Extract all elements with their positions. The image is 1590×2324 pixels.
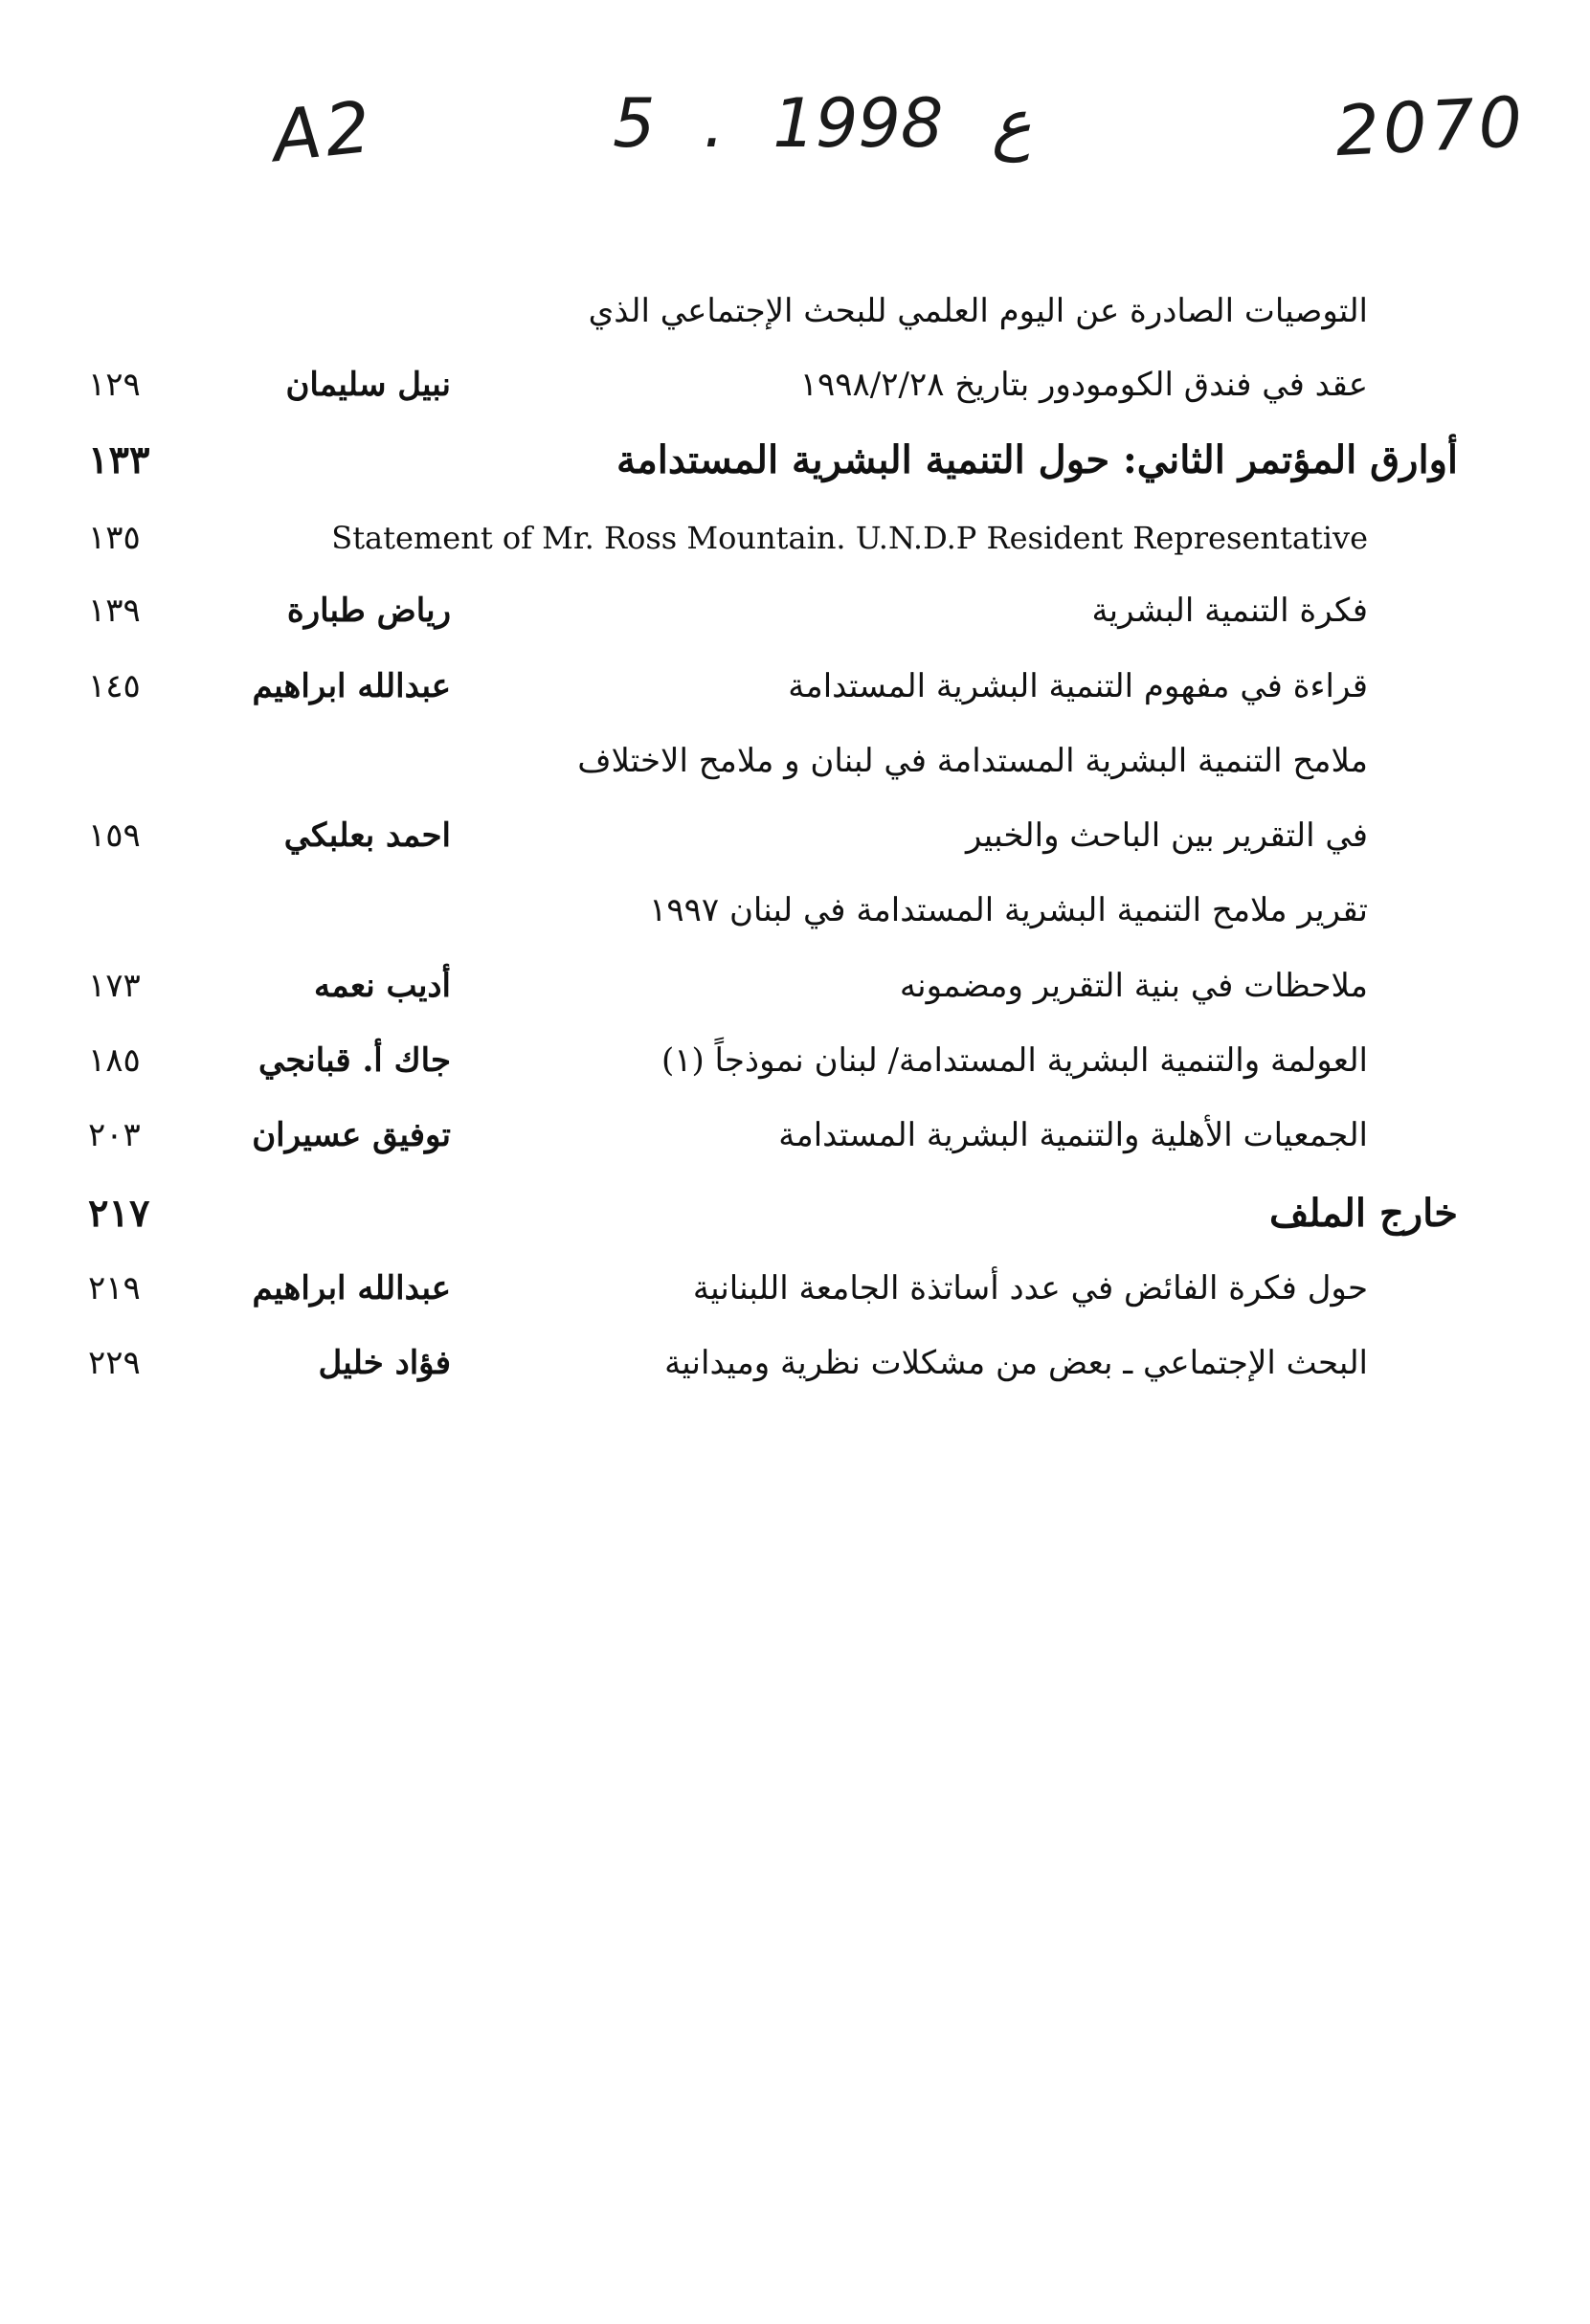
entry-author: أديب نعمه [313, 967, 451, 1005]
entry-title: ملامح التنمية البشرية المستدامة في لبنان و ملامح الاختلاف [577, 742, 1368, 780]
entry-page: ١٤٥ [88, 667, 141, 705]
toc-section-heading [0, 1180, 1590, 1247]
entry-page: ١٣٥ [88, 519, 141, 557]
toc-entry [0, 278, 1590, 345]
section-title: خارج الملف [1268, 1191, 1458, 1236]
entry-author: عبدالله ابراهيم [252, 1269, 451, 1307]
section-page: ١٣٣ [88, 437, 150, 482]
entry-title: حول فكرة الفائض في عدد أساتذة الجامعة اللبنانية [692, 1269, 1368, 1307]
entry-page: ٢٢٩ [88, 1344, 141, 1382]
entry-page: ١٨٥ [88, 1041, 141, 1080]
toc-entry [0, 577, 1590, 644]
entry-title: العولمة والتنمية البشرية المستدامة/ لبنان نموذجاً (١) [661, 1041, 1368, 1080]
entry-author: احمد بعلبكي [283, 816, 451, 855]
entry-page: ٢٠٣ [88, 1116, 141, 1154]
toc-entry [0, 1330, 1590, 1397]
entry-page: ٢١٩ [88, 1269, 141, 1307]
handwritten-annotation-left: A2 [268, 85, 378, 179]
entry-title: في التقرير بين الباحث والخبير [966, 816, 1368, 855]
entry-title: الجمعيات الأهلية والتنمية البشرية المستدامة [778, 1116, 1368, 1154]
toc-entry [0, 653, 1590, 720]
handwritten-annotation-date: 5 . ع 1998 [613, 84, 1032, 163]
toc-entry [0, 727, 1590, 794]
section-title: أوارق المؤتمر الثاني: حول التنمية البشرية المستدامة [616, 437, 1458, 482]
toc-entry [0, 1027, 1590, 1094]
entry-page: ١٥٩ [88, 816, 141, 855]
entry-title: عقد في فندق الكومودور بتاريخ ١٩٩٨/٢/٢٨ [799, 366, 1368, 404]
entry-title: قراءة في مفهوم التنمية البشرية المستدامة [788, 667, 1368, 705]
entry-author: نبيل سليمان [285, 366, 451, 404]
entry-author: فؤاد خليل [318, 1344, 451, 1382]
entry-author: رياض طبارة [286, 592, 451, 630]
toc-section-heading [0, 427, 1590, 494]
toc-entry [0, 877, 1590, 944]
entry-title: فكرة التنمية البشرية [1091, 592, 1368, 630]
entry-author: عبدالله ابراهيم [252, 667, 451, 705]
toc-entry [0, 351, 1590, 418]
entry-title: البحث الإجتماعي ـ بعض من مشكلات نظرية وميدانية [664, 1344, 1368, 1382]
entry-title: تقرير ملامح التنمية البشرية المستدامة في لبنان ١٩٩٧ [649, 891, 1368, 929]
toc-entry [0, 952, 1590, 1019]
entry-page: ١٣٩ [88, 592, 141, 630]
toc-entry [0, 1255, 1590, 1322]
entry-title: Statement of Mr. Ross Mountain. U.N.D.P Resident Representative [331, 520, 1368, 556]
entry-page: ١٧٣ [88, 967, 141, 1005]
entry-author: توفيق عسيران [252, 1116, 451, 1154]
toc-entry [0, 504, 1590, 571]
handwritten-annotation-number: 2070 [1332, 80, 1529, 172]
toc-entry [0, 1102, 1590, 1169]
entry-page: ١٢٩ [88, 366, 141, 404]
toc-entry [0, 802, 1590, 869]
entry-title: ملاحظات في بنية التقرير ومضمونه [899, 967, 1368, 1005]
entry-author: جاك أ. قبانجي [258, 1041, 451, 1080]
section-page: ٢١٧ [88, 1191, 150, 1236]
entry-title: التوصيات الصادرة عن اليوم العلمي للبحث الإجتماعي الذي [588, 292, 1368, 330]
